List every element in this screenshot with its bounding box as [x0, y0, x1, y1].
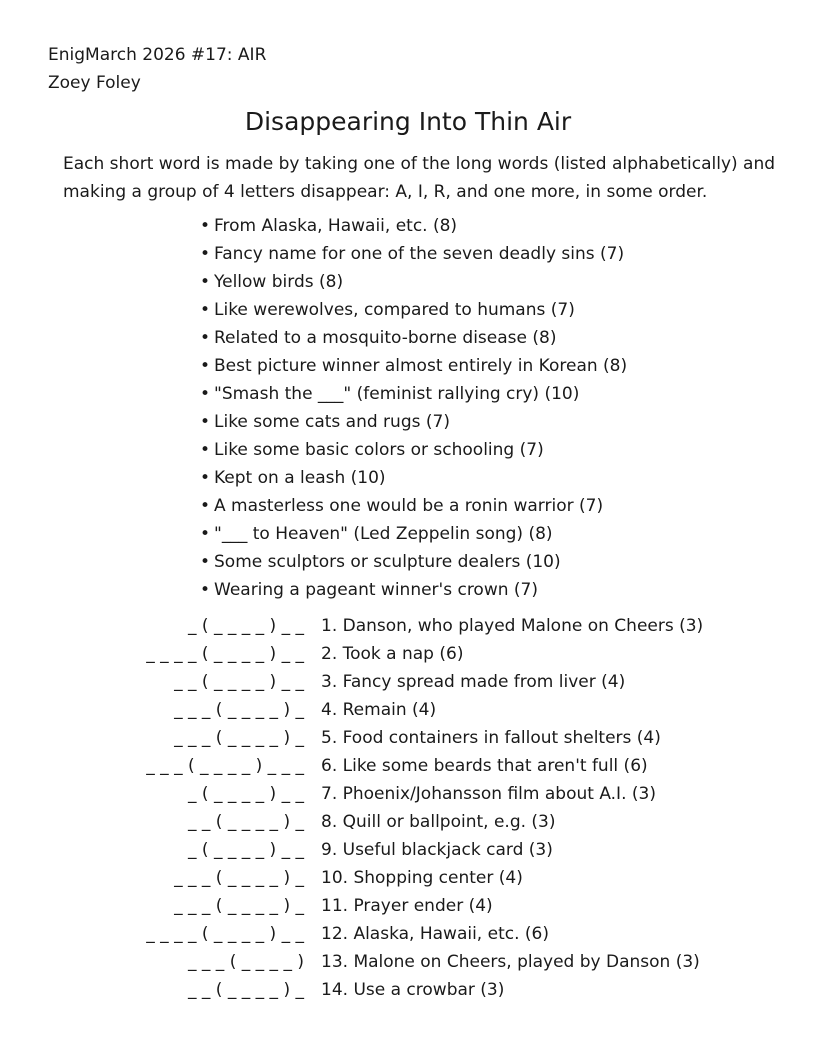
short-clue-text: 12. Alaska, Hawaii, etc. (6) [321, 924, 549, 944]
long-clue-text: Kept on a leash (10) [214, 468, 386, 488]
long-clue-text: A masterless one would be a ronin warrior (7) [214, 496, 604, 516]
bullet-icon: • [200, 216, 211, 236]
short-clue-text: 4. Remain (4) [321, 700, 437, 720]
letter-blanks: _ _ _ ( _ _ _ _ ) _ [174, 896, 304, 916]
letter-blanks: _ _ ( _ _ _ _ ) _ _ [174, 672, 304, 692]
long-clue-item [200, 436, 627, 464]
bullet-icon: • [200, 356, 211, 376]
letter-blanks: _ _ _ ( _ _ _ _ ) _ [174, 868, 304, 888]
letter-blanks: _ _ _ ( _ _ _ _ ) _ [174, 700, 304, 720]
instructions: Each short word is made by taking one of the long words (listed alphabetically) and making a group of 4 letters disappear: A, I, R, and one more, in some order. [63, 154, 776, 202]
bullet-icon: • [200, 440, 211, 460]
letter-blanks: _ _ _ _ ( _ _ _ _ ) _ _ [146, 924, 304, 944]
short-clue-text: 8. Quill or ballpoint, e.g. (3) [321, 812, 556, 832]
long-clue-item [200, 492, 627, 520]
short-clue-text: 14. Use a crowbar (3) [321, 980, 505, 1000]
short-clue-row [0, 892, 816, 920]
short-clue-text: 3. Fancy spread made from liver (4) [321, 672, 626, 692]
letter-blanks: _ ( _ _ _ _ ) _ _ [188, 616, 304, 636]
long-clue-text: "___ to Heaven" (Led Zeppelin song) (8) [214, 524, 553, 544]
short-clue-text: 7. Phoenix/Johansson film about A.I. (3) [321, 784, 656, 804]
bullet-icon: • [200, 524, 211, 544]
long-clue-item [200, 464, 627, 492]
bullet-icon: • [200, 552, 211, 572]
long-clue-item [200, 324, 627, 352]
long-clue-text: Like werewolves, compared to humans (7) [214, 300, 575, 320]
letter-blanks: _ _ ( _ _ _ _ ) _ [188, 980, 304, 1000]
short-clue-row [0, 920, 816, 948]
short-clue-row [0, 668, 816, 696]
long-clue-item [200, 576, 627, 604]
page-title: Disappearing Into Thin Air [244, 107, 572, 136]
bullet-icon: • [200, 384, 211, 404]
short-clue-text: 2. Took a nap (6) [321, 644, 464, 664]
short-clue-text: 9. Useful blackjack card (3) [321, 840, 553, 860]
short-clue-row [0, 976, 816, 1004]
puzzle-series-label: EnigMarch 2026 #17: AIR [48, 45, 267, 65]
long-clue-text: Yellow birds (8) [214, 272, 344, 292]
letter-blanks: _ _ _ ( _ _ _ _ ) [188, 952, 304, 972]
bullet-icon: • [200, 496, 211, 516]
long-clue-text: Related to a mosquito-borne disease (8) [214, 328, 557, 348]
short-word-clue-list [0, 612, 816, 1004]
long-clue-item [200, 268, 627, 296]
author-name: Zoey Foley [48, 73, 141, 93]
short-clue-row [0, 864, 816, 892]
long-clue-text: From Alaska, Hawaii, etc. (8) [214, 216, 458, 236]
long-clue-text: Best picture winner almost entirely in Korean (8) [214, 356, 628, 376]
long-clue-item [200, 408, 627, 436]
short-clue-row [0, 752, 816, 780]
long-clue-item [200, 548, 627, 576]
bullet-icon: • [200, 272, 211, 292]
short-clue-row [0, 808, 816, 836]
bullet-icon: • [200, 328, 211, 348]
bullet-icon: • [200, 580, 211, 600]
short-clue-row [0, 948, 816, 976]
letter-blanks: _ ( _ _ _ _ ) _ _ [188, 784, 304, 804]
long-clue-item [200, 240, 627, 268]
short-clue-text: 10. Shopping center (4) [321, 868, 523, 888]
long-clue-item [200, 380, 627, 408]
long-clue-text: "Smash the ___" (feminist rallying cry) (10) [214, 384, 580, 404]
long-clue-item [200, 296, 627, 324]
long-clue-text: Wearing a pageant winner's crown (7) [214, 580, 538, 600]
long-clue-text: Some sculptors or sculpture dealers (10) [214, 552, 561, 572]
letter-blanks: _ _ _ ( _ _ _ _ ) _ [174, 728, 304, 748]
short-clue-row [0, 836, 816, 864]
long-clue-item [200, 352, 627, 380]
letter-blanks: _ ( _ _ _ _ ) _ _ [188, 840, 304, 860]
short-clue-text: 5. Food containers in fallout shelters (4) [321, 728, 661, 748]
short-clue-row [0, 612, 816, 640]
short-clue-row [0, 780, 816, 808]
long-clue-item [200, 212, 627, 240]
long-clue-item [200, 520, 627, 548]
long-word-clue-list [200, 212, 627, 604]
short-clue-text: 11. Prayer ender (4) [321, 896, 493, 916]
letter-blanks: _ _ _ ( _ _ _ _ ) _ _ _ [146, 756, 304, 776]
bullet-icon: • [200, 300, 211, 320]
short-clue-text: 13. Malone on Cheers, played by Danson (3) [321, 952, 700, 972]
short-clue-row [0, 724, 816, 752]
long-clue-text: Fancy name for one of the seven deadly sins (7) [214, 244, 625, 264]
long-clue-text: Like some basic colors or schooling (7) [214, 440, 544, 460]
short-clue-text: 6. Like some beards that aren't full (6) [321, 756, 648, 776]
letter-blanks: _ _ ( _ _ _ _ ) _ [188, 812, 304, 832]
bullet-icon: • [200, 468, 211, 488]
letter-blanks: _ _ _ _ ( _ _ _ _ ) _ _ [146, 644, 304, 664]
short-clue-text: 1. Danson, who played Malone on Cheers (3) [321, 616, 704, 636]
long-clue-text: Like some cats and rugs (7) [214, 412, 450, 432]
short-clue-row [0, 640, 816, 668]
short-clue-row [0, 696, 816, 724]
bullet-icon: • [200, 412, 211, 432]
bullet-icon: • [200, 244, 211, 264]
